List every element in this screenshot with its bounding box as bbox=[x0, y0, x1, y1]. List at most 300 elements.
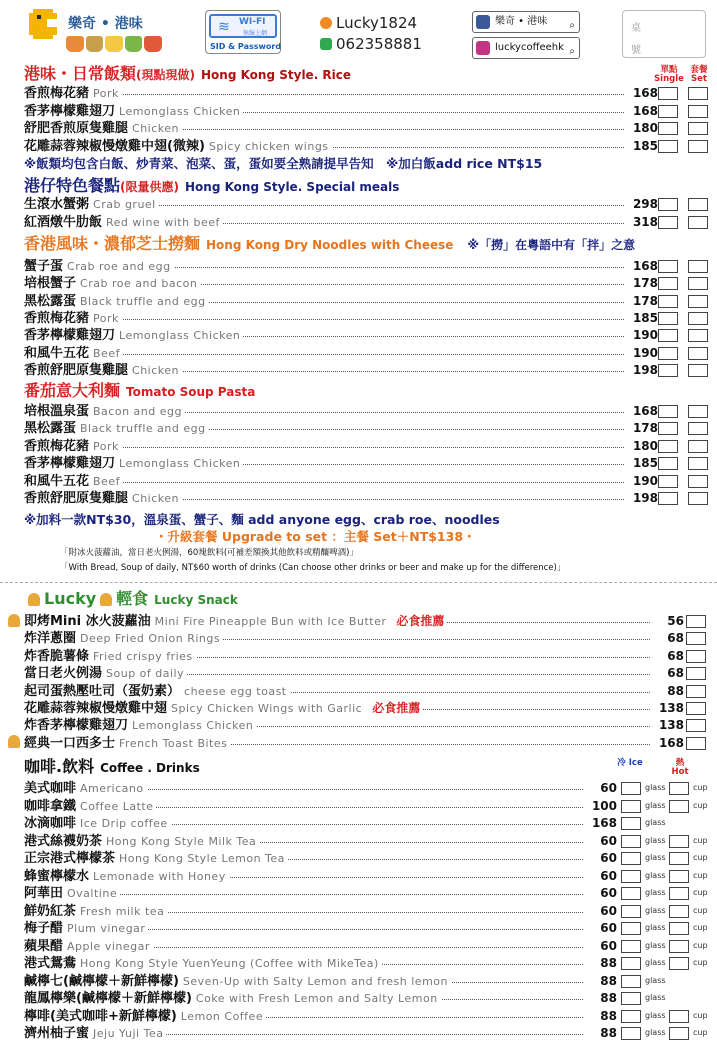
item-name-en: Beef bbox=[93, 346, 120, 360]
glass-label: glass bbox=[645, 1028, 666, 1037]
menu-item-row bbox=[24, 833, 714, 850]
item-name bbox=[24, 293, 209, 310]
item-name-zh: 培根蟹子 bbox=[24, 276, 77, 292]
menu-item-row bbox=[24, 955, 714, 972]
single-checkbox[interactable] bbox=[658, 440, 678, 453]
item-name-zh: 經典一口西多士 bbox=[24, 735, 116, 751]
glass-label: glass bbox=[645, 818, 666, 827]
menu-item-row bbox=[24, 815, 714, 832]
item-name bbox=[24, 735, 230, 752]
item-name-zh: 炸洋蔥圈 bbox=[24, 631, 77, 647]
item-name bbox=[24, 310, 122, 327]
set-checkbox[interactable] bbox=[688, 457, 708, 470]
item-name bbox=[24, 798, 156, 815]
menu-item-row bbox=[24, 310, 714, 327]
item-name-zh: 培根溫泉蛋 bbox=[24, 404, 90, 419]
item-name bbox=[24, 490, 182, 507]
item-name-zh: 香茅檸檬雞翅刀 bbox=[24, 328, 116, 344]
set-checkbox[interactable] bbox=[688, 105, 708, 118]
single-checkbox[interactable] bbox=[658, 140, 678, 153]
item-price: 185 bbox=[630, 138, 658, 155]
glass-label: glass bbox=[645, 1010, 666, 1020]
instagram-link[interactable] bbox=[472, 37, 580, 59]
bell-icon bbox=[8, 735, 20, 748]
section-title-en: Tomato Soup Pasta bbox=[126, 385, 256, 399]
menu-item-row bbox=[24, 85, 714, 102]
menu-item-row bbox=[24, 630, 714, 647]
ice-checkbox[interactable] bbox=[621, 940, 641, 953]
item-name-zh: 冰滴咖啡 bbox=[24, 816, 77, 831]
item-name-zh: 港式絲襪奶茶 bbox=[24, 833, 103, 849]
ice-column-header: 冷 Ice bbox=[617, 758, 643, 768]
single-checkbox[interactable] bbox=[658, 312, 678, 325]
section-snack bbox=[28, 589, 238, 610]
leader-dots bbox=[84, 789, 583, 790]
divider bbox=[0, 582, 717, 583]
item-price: 168 bbox=[630, 103, 658, 120]
set-checkbox[interactable] bbox=[688, 405, 708, 418]
item-name-en: Bacon and egg bbox=[93, 405, 182, 418]
item-price: 60 bbox=[597, 833, 617, 850]
item-name-en: Deep Fried Onion Rings bbox=[80, 632, 221, 646]
item-name bbox=[24, 973, 451, 990]
item-name-zh: 紅酒燉牛肋飯 bbox=[24, 214, 103, 230]
single-checkbox[interactable] bbox=[658, 122, 678, 135]
item-name-zh: 濟州柚子蜜 bbox=[24, 1026, 90, 1041]
ice-checkbox[interactable] bbox=[621, 887, 641, 900]
leader-dots bbox=[84, 947, 583, 948]
item-name-en: Hong Kong Style Lemon Tea bbox=[119, 852, 285, 865]
item-name-zh: 蜂蜜檸檬水 bbox=[24, 868, 90, 884]
leader-dots bbox=[84, 482, 624, 483]
menu-item-row bbox=[24, 990, 714, 1007]
item-name bbox=[24, 648, 196, 665]
hot-checkbox[interactable] bbox=[669, 870, 689, 883]
item-name-en: Mini Fire Pineapple Bun with Ice Butter bbox=[154, 615, 387, 628]
set-checkbox[interactable] bbox=[688, 277, 708, 290]
single-checkbox[interactable] bbox=[658, 457, 678, 470]
menu-item-row bbox=[24, 420, 714, 437]
menu-item-row bbox=[24, 850, 714, 867]
menu-item-row bbox=[24, 103, 714, 120]
bell-icon bbox=[100, 593, 112, 606]
order-checkbox[interactable] bbox=[686, 702, 706, 715]
set-checkbox[interactable] bbox=[688, 329, 708, 342]
menu-item-row bbox=[24, 700, 714, 717]
item-name-zh: 即烤Mini 冰火菠蘿油 bbox=[24, 614, 151, 629]
hot-checkbox[interactable] bbox=[669, 922, 689, 935]
order-checkbox[interactable] bbox=[686, 650, 706, 663]
item-name-zh: 正宗港式檸檬茶 bbox=[24, 851, 116, 866]
item-name-en: Hong Kong Style Milk Tea bbox=[106, 834, 257, 848]
single-checkbox[interactable] bbox=[658, 364, 678, 377]
hot-checkbox[interactable] bbox=[669, 800, 689, 813]
instagram-label: luckycoffeehk bbox=[495, 42, 564, 53]
section-title-en: Hong Kong Dry Noodles with Cheese bbox=[206, 238, 454, 252]
set-checkbox[interactable] bbox=[688, 364, 708, 377]
order-checkbox[interactable] bbox=[686, 685, 706, 698]
section-subtitle: (限量供應) bbox=[120, 180, 179, 194]
set-checkbox[interactable] bbox=[688, 347, 708, 360]
section-title: 香港風味・濃郁芝士撈麵 bbox=[24, 234, 201, 253]
menu-item-row bbox=[24, 258, 714, 275]
order-checkbox[interactable] bbox=[686, 667, 706, 680]
menu-item-row bbox=[24, 648, 714, 665]
item-name-en: Coffee Latte bbox=[80, 799, 154, 813]
addon-note: ※加料一款NT$30，溫泉蛋、蟹子、麵 add anyone egg、crab roe、noodles bbox=[24, 512, 500, 527]
menu-item-row bbox=[24, 403, 714, 420]
item-name-en: Spicy chicken wings bbox=[208, 139, 329, 153]
facebook-icon bbox=[476, 15, 490, 29]
ice-checkbox[interactable] bbox=[621, 975, 641, 988]
order-checkbox[interactable] bbox=[686, 719, 706, 732]
item-price: 198 bbox=[630, 490, 658, 507]
food-icons bbox=[66, 36, 162, 52]
leader-dots bbox=[84, 319, 624, 320]
item-price: 60 bbox=[597, 868, 617, 885]
section-noodles bbox=[24, 234, 635, 255]
item-name-en: French Toast Bites bbox=[119, 736, 228, 750]
item-name-en: Ovaltine bbox=[67, 887, 118, 900]
item-name bbox=[24, 214, 223, 231]
wifi-card bbox=[205, 10, 281, 54]
glass-label: glass bbox=[645, 870, 666, 880]
section-title-en: Hong Kong Style. Special meals bbox=[185, 180, 400, 194]
menu-item-row bbox=[24, 780, 714, 797]
cup-label: cup bbox=[693, 888, 708, 897]
hot-checkbox[interactable] bbox=[669, 835, 689, 848]
item-price: 60 bbox=[597, 780, 617, 797]
menu-item-row bbox=[24, 717, 714, 734]
table-number-box[interactable] bbox=[622, 10, 706, 58]
single-checkbox[interactable] bbox=[658, 405, 678, 418]
order-checkbox[interactable] bbox=[686, 632, 706, 645]
item-name-zh: 和風牛五花 bbox=[24, 345, 90, 361]
item-price: 60 bbox=[597, 850, 617, 867]
item-name-en: Pork bbox=[93, 439, 119, 453]
item-name-zh: 香茅檸檬雞翅刀 bbox=[24, 103, 116, 119]
cup-label: cup bbox=[693, 905, 708, 915]
glass-label: glass bbox=[645, 905, 666, 915]
section-drinks bbox=[24, 757, 200, 778]
item-price: 190 bbox=[630, 327, 658, 344]
hot-checkbox[interactable] bbox=[669, 1027, 689, 1040]
hot-checkbox[interactable] bbox=[669, 940, 689, 953]
ice-checkbox[interactable] bbox=[621, 922, 641, 935]
glass-label: glass bbox=[645, 853, 666, 862]
menu-item-row bbox=[24, 735, 714, 752]
item-name-en: Fried crispy fries bbox=[93, 649, 193, 663]
set-checkbox[interactable] bbox=[688, 260, 708, 273]
leader-dots bbox=[84, 447, 624, 448]
item-name-en: Coke with Fresh Lemon and Salty Lemon bbox=[195, 992, 438, 1005]
wifi-title: WI-FI bbox=[239, 17, 266, 27]
item-price: 88 bbox=[597, 990, 617, 1007]
menu-item-row bbox=[24, 798, 714, 815]
item-name-en: Apple vinegar bbox=[67, 939, 150, 953]
item-price: 180 bbox=[630, 120, 658, 137]
item-name bbox=[24, 438, 122, 455]
item-price: 180 bbox=[630, 438, 658, 455]
search-icon: ⌕ bbox=[569, 20, 575, 31]
section-title: 港仔特色餐點 bbox=[24, 176, 121, 195]
item-name-zh: 炸香茅檸檬雞翅刀 bbox=[24, 718, 129, 734]
single-checkbox[interactable] bbox=[658, 260, 678, 273]
glass-label: glass bbox=[645, 783, 666, 792]
item-price: 185 bbox=[630, 310, 658, 327]
item-name bbox=[24, 955, 382, 972]
menu-item-row bbox=[24, 293, 714, 310]
pacman-logo-icon bbox=[27, 9, 63, 39]
item-name-zh: 當日老火例湯 bbox=[24, 666, 103, 682]
wifi-icon: ≋ bbox=[218, 19, 230, 35]
order-checkbox[interactable] bbox=[686, 737, 706, 750]
item-name-en: Black truffle and egg bbox=[80, 294, 206, 308]
item-name-en: Crab gruel bbox=[93, 198, 156, 211]
leader-dots bbox=[84, 894, 583, 895]
hot-checkbox[interactable] bbox=[669, 1010, 689, 1023]
item-name-en: Spicy Chicken Wings with Garlic bbox=[171, 702, 363, 715]
ice-checkbox[interactable] bbox=[621, 1027, 641, 1040]
hot-column-header: 熱 Hot bbox=[671, 758, 689, 777]
menu-item-row bbox=[24, 683, 714, 700]
item-name bbox=[24, 868, 229, 885]
upgrade-line-zh: 「附冰火菠蘿油，當日老火例湯，60塊飲料(可補差額換其他飲料或精釀啤酒)」 bbox=[60, 548, 358, 558]
cup-label: cup bbox=[693, 1028, 708, 1037]
item-name bbox=[24, 815, 171, 832]
item-price: 138 bbox=[656, 717, 684, 734]
item-name-en: Lemon Coffee bbox=[180, 1009, 264, 1023]
item-name bbox=[24, 85, 122, 102]
item-name-en: Crab roe and bacon bbox=[80, 277, 198, 291]
hot-checkbox[interactable] bbox=[669, 852, 689, 865]
item-name bbox=[24, 473, 123, 490]
ice-checkbox[interactable] bbox=[621, 782, 641, 795]
glass-label: glass bbox=[645, 993, 666, 1002]
set-checkbox[interactable] bbox=[688, 87, 708, 100]
section-title: Lucky bbox=[44, 589, 97, 608]
item-name-en: Hong Kong Style YuenYeung (Coffee with MikeTea) bbox=[80, 957, 379, 970]
item-name-zh: 美式咖啡 bbox=[24, 781, 77, 796]
menu-item-row bbox=[24, 665, 714, 682]
set-checkbox[interactable] bbox=[688, 140, 708, 153]
item-name bbox=[24, 920, 148, 937]
glass-label: glass bbox=[645, 800, 666, 810]
item-name-en: Beef bbox=[93, 474, 120, 488]
wifi-subtitle: 無線上網 bbox=[243, 30, 268, 37]
order-checkbox[interactable] bbox=[686, 615, 706, 628]
item-name bbox=[24, 258, 174, 275]
menu-item-row bbox=[24, 275, 714, 292]
line-icon bbox=[320, 17, 332, 29]
item-name bbox=[24, 780, 147, 797]
item-price: 60 bbox=[597, 920, 617, 937]
item-name-zh: 香煎梅花豬 bbox=[24, 438, 90, 454]
item-name bbox=[24, 630, 223, 647]
cup-label: cup bbox=[693, 783, 708, 792]
menu-item-row bbox=[24, 455, 714, 472]
item-name-en: Red wine with beef bbox=[106, 215, 220, 229]
single-checkbox[interactable] bbox=[658, 216, 678, 229]
single-checkbox[interactable] bbox=[658, 87, 678, 100]
ice-checkbox[interactable] bbox=[621, 852, 641, 865]
item-price: 88 bbox=[664, 683, 684, 700]
item-name-en: Chicken bbox=[132, 492, 179, 505]
item-price: 190 bbox=[630, 345, 658, 362]
item-name-en: Lemonglass Chicken bbox=[119, 329, 241, 343]
set-checkbox[interactable] bbox=[688, 475, 708, 488]
recommended-tag: 必食推薦 bbox=[396, 614, 445, 628]
item-name-en: Pork bbox=[93, 87, 119, 100]
upgrade-title: ・升級套餐 Upgrade to set ：主餐 Set＋NT$138・ bbox=[155, 529, 476, 544]
set-checkbox[interactable] bbox=[688, 122, 708, 135]
leader-dots bbox=[84, 929, 583, 930]
menu-item-row bbox=[24, 345, 714, 362]
cup-label: cup bbox=[693, 1010, 708, 1020]
menu-item-row bbox=[24, 196, 714, 213]
leader-dots bbox=[84, 807, 583, 808]
item-name-zh: 起司蛋熱壓吐司（蛋奶素） bbox=[24, 683, 181, 699]
menu-item-row bbox=[24, 868, 714, 885]
single-checkbox[interactable] bbox=[658, 492, 678, 505]
ice-checkbox[interactable] bbox=[621, 800, 641, 813]
item-name-en: Plum vinegar bbox=[67, 922, 146, 935]
cup-label: cup bbox=[693, 800, 708, 810]
item-name bbox=[24, 683, 290, 700]
item-name-zh: 鮮奶紅茶 bbox=[24, 903, 77, 919]
item-name bbox=[24, 717, 256, 734]
hot-checkbox[interactable] bbox=[669, 887, 689, 900]
leader-dots bbox=[84, 94, 624, 95]
item-price: 168 bbox=[589, 815, 617, 832]
item-name-zh: 蘋果醋 bbox=[24, 938, 64, 954]
item-name-en: Pork bbox=[93, 311, 119, 325]
menu-header bbox=[0, 0, 717, 64]
section-title: 輕食 bbox=[116, 589, 149, 608]
item-price: 88 bbox=[597, 1025, 617, 1042]
single-checkbox[interactable] bbox=[658, 277, 678, 290]
hot-checkbox[interactable] bbox=[669, 905, 689, 918]
item-price: 318 bbox=[630, 214, 658, 231]
item-name-en: Jeju Yuji Tea bbox=[93, 1027, 164, 1040]
single-checkbox[interactable] bbox=[658, 422, 678, 435]
item-name-en: Chicken bbox=[132, 122, 179, 135]
glass-label: glass bbox=[645, 975, 666, 985]
phone-contact bbox=[320, 35, 422, 53]
item-price: 298 bbox=[630, 196, 658, 213]
section-pasta bbox=[24, 381, 255, 402]
single-checkbox[interactable] bbox=[658, 105, 678, 118]
single-checkbox[interactable] bbox=[658, 295, 678, 308]
upgrade-details bbox=[60, 546, 680, 578]
ice-checkbox[interactable] bbox=[621, 992, 641, 1005]
item-price: 190 bbox=[630, 473, 658, 490]
item-name-en: Lemonglass Chicken bbox=[119, 457, 241, 471]
item-price: 88 bbox=[597, 955, 617, 972]
item-price: 68 bbox=[664, 648, 684, 665]
cup-label: cup bbox=[693, 923, 708, 932]
item-name bbox=[24, 345, 123, 362]
ice-checkbox[interactable] bbox=[621, 957, 641, 970]
item-name-zh: 和風牛五花 bbox=[24, 473, 90, 489]
ice-checkbox[interactable] bbox=[621, 835, 641, 848]
hot-checkbox[interactable] bbox=[669, 782, 689, 795]
item-name bbox=[24, 885, 120, 902]
item-name-zh: 炸香脆薯條 bbox=[24, 648, 90, 664]
single-checkbox[interactable] bbox=[658, 198, 678, 211]
cup-label: cup bbox=[693, 870, 708, 880]
item-name bbox=[24, 403, 185, 420]
item-name-zh: 香茅檸檬雞翅刀 bbox=[24, 456, 116, 472]
item-price: 168 bbox=[630, 258, 658, 275]
item-name-zh: 香煎梅花豬 bbox=[24, 310, 90, 326]
cup-label: cup bbox=[693, 835, 708, 845]
item-name-zh: 梅子醋 bbox=[24, 921, 64, 936]
ice-checkbox[interactable] bbox=[621, 817, 641, 830]
ice-checkbox[interactable] bbox=[621, 905, 641, 918]
item-price: 178 bbox=[630, 420, 658, 437]
ice-checkbox[interactable] bbox=[621, 1010, 641, 1023]
single-checkbox[interactable] bbox=[658, 329, 678, 342]
item-name-zh: 蟹子蛋 bbox=[24, 259, 64, 274]
hot-checkbox[interactable] bbox=[669, 957, 689, 970]
set-checkbox[interactable] bbox=[688, 312, 708, 325]
item-price: 88 bbox=[597, 973, 617, 990]
set-checkbox[interactable] bbox=[688, 198, 708, 211]
facebook-link[interactable] bbox=[472, 11, 580, 33]
item-name-en: Fresh milk tea bbox=[80, 904, 165, 918]
menu-item-row bbox=[24, 473, 714, 490]
item-price: 185 bbox=[630, 455, 658, 472]
item-name-zh: 香煎舒肥原隻雞腿 bbox=[24, 491, 129, 506]
item-price: 60 bbox=[597, 885, 617, 902]
item-name bbox=[24, 420, 209, 437]
item-name bbox=[24, 275, 200, 292]
item-name bbox=[24, 196, 159, 213]
item-name bbox=[24, 327, 243, 344]
set-checkbox[interactable] bbox=[688, 216, 708, 229]
item-name bbox=[24, 903, 167, 920]
item-name-zh: 香煎梅花豬 bbox=[24, 86, 90, 101]
item-name bbox=[24, 990, 441, 1007]
single-checkbox[interactable] bbox=[658, 347, 678, 360]
set-checkbox[interactable] bbox=[688, 492, 708, 505]
bell-icon bbox=[8, 614, 20, 627]
item-price: 168 bbox=[656, 735, 684, 752]
set-checkbox[interactable] bbox=[688, 295, 708, 308]
item-name bbox=[24, 938, 153, 955]
glass-label: glass bbox=[645, 940, 666, 950]
glass-label: glass bbox=[645, 958, 666, 967]
item-name-en: Black truffle and egg bbox=[80, 422, 206, 436]
menu-item-row bbox=[24, 1025, 714, 1042]
single-checkbox[interactable] bbox=[658, 475, 678, 488]
item-name bbox=[24, 120, 182, 137]
item-name bbox=[24, 103, 243, 120]
item-price: 168 bbox=[630, 85, 658, 102]
bell-icon bbox=[28, 593, 40, 606]
brand-name: 樂奇 • 港味 bbox=[68, 16, 143, 32]
item-name-zh: 黑松露蛋 bbox=[24, 293, 77, 309]
section-subtitle: (現點現做) bbox=[136, 68, 195, 82]
ice-checkbox[interactable] bbox=[621, 870, 641, 883]
set-checkbox[interactable] bbox=[688, 440, 708, 453]
section-note: ※「撈」在粵語中有「拌」之意 bbox=[467, 238, 636, 252]
phone-icon bbox=[320, 38, 332, 50]
section-title-en: Lucky Snack bbox=[154, 593, 238, 607]
set-checkbox[interactable] bbox=[688, 422, 708, 435]
instagram-icon bbox=[476, 41, 490, 55]
